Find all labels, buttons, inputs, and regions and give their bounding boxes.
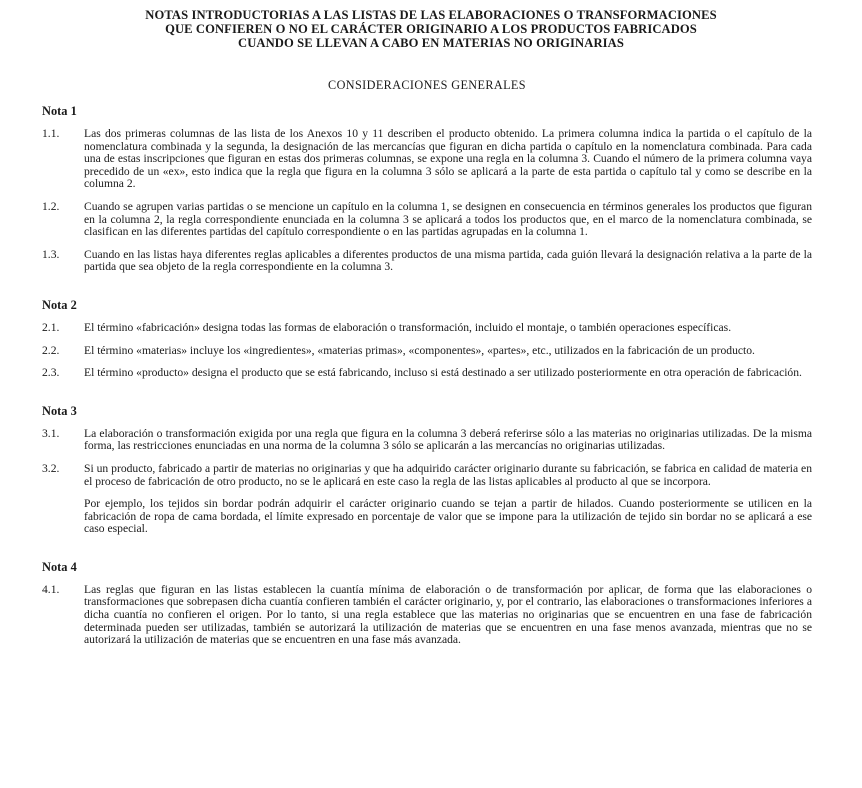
document-title xyxy=(50,8,812,50)
note-item xyxy=(42,428,812,453)
item-number: 2.3. xyxy=(42,366,60,380)
note-item xyxy=(42,128,812,191)
note-heading: Nota 4 xyxy=(42,559,77,574)
title-line: CUANDO SE LLEVAN A CABO EN MATERIAS NO ORIGINARIAS xyxy=(238,36,624,50)
section-title: CONSIDERACIONES GENERALES xyxy=(328,78,526,92)
item-text: Las reglas que figuran en las listas establecen la cuantía mínima de elaboración o de transformación por aplicar, de forma que las elaboraciones o transformaciones que sobrepasen dicha cuantía confieren también el carácter originario, y, por el contrario, las elaboraciones o transformaciones inferiores a dicha cuantía no confieren el origen. Por lo tanto, si una regla establece que las materias no originarias que se encuentren en una fase de fabricación determinada pueden ser utilizadas, también se autorizará la utilización de materias que se encuentren en una fase menos avanzada, mientras que no se autorizará la utilización de materias que se encuentren en una fase más avanzada. xyxy=(84,582,812,647)
item-text: Cuando en las listas haya diferentes reglas aplicables a diferentes productos de una misma partida, cada guión llevará la designación relativa a la parte de la partida que sea objeto de la regla correspondiente en la columna 3. xyxy=(84,247,812,274)
item-number: 1.1. xyxy=(42,127,60,140)
item-text: Las dos primeras columnas de las lista de los Anexos 10 y 11 describen el producto obtenido. La primera columna indica la partida o el capítulo de la nomenclatura combinada y la segunda, la designación de las mercancías que figuran en dicha partida o capítulo en la nomenclatura combinada. Para cada una de estas inscripciones que figuran en estas dos primeras columnas, se expone una regla en la columna 3. Cuando el número de la primera columna vaya precedido de un «ex», esto indica que la regla que figura en la columna 3 sólo se aplicará a la parte de esta partida o capítulo tal y como se describe en la columna 2. xyxy=(84,127,812,191)
item-text: Si un producto, fabricado a partir de materias no originarias y que ha adquirido carácter originario durante su fabricación, se fabrica en calidad de materia en el proceso de fabricación de otro producto, no se le aplicará en este caso la regla de las listas aplicables al producto al que se incorpora. xyxy=(84,461,812,488)
item-number: 2.1. xyxy=(42,320,60,334)
item-number: 2.2. xyxy=(42,343,60,357)
note-item xyxy=(42,322,812,335)
title-line: NOTAS INTRODUCTORIAS A LAS LISTAS DE LAS ELABORACIONES O TRANSFORMACIONES xyxy=(145,8,717,22)
note-heading: Nota 2 xyxy=(42,297,77,312)
item-text: El término «materias» incluye los «ingredientes», «materias primas», «componentes», «partes», etc., utilizados en la fabricación de un producto. xyxy=(84,343,755,357)
item-text: El término «fabricación» designa todas las formas de elaboración o transformación, incluido el montaje, o también operaciones específicas. xyxy=(84,320,732,334)
item-text: El término «producto» designa el producto que se está fabricando, incluso si está destinado a ser utilizado posteriormente en otra operación de fabricación. xyxy=(84,366,802,380)
note-item xyxy=(42,463,812,488)
note-item xyxy=(42,367,812,380)
item-number: 4.1. xyxy=(42,582,60,596)
note-heading: Nota 1 xyxy=(42,104,77,118)
note-item xyxy=(42,201,812,239)
item-number: 3.2. xyxy=(42,461,60,475)
note-item xyxy=(42,249,812,274)
item-number: 1.3. xyxy=(42,247,60,261)
item-text: La elaboración o transformación exigida por una regla que figura en la columna 3 deberá referirse sólo a las materias no originarias utilizadas. De la misma forma, las restricciones enunciadas en una norma de la columna 3 sólo se aplicarán a las mercancías no originarias utilizadas. xyxy=(84,426,812,453)
item-number: 1.2. xyxy=(42,199,60,213)
note-item xyxy=(42,584,812,647)
note-item xyxy=(42,345,812,358)
item-number: 3.1. xyxy=(42,426,60,440)
item-text: Cuando se agrupen varias partidas o se mencione un capítulo en la columna 1, se designen en consecuencia en términos generales los productos que figuran en la columna 2, la regla correspondiente enunciada en la columna 3 se aplicará a todos los productos que, en el marco de la nomenclatura combinada, se clasifican en las diferentes partidas del capítulo correspondiente o en las partidas agrupadas en la columna 1. xyxy=(84,199,812,239)
title-line: QUE CONFIEREN O NO EL CARÁCTER ORIGINARIO A LOS PRODUCTOS FABRICADOS xyxy=(165,22,697,36)
note-heading: Nota 3 xyxy=(42,403,77,418)
example-paragraph: Por ejemplo, los tejidos sin bordar podrán adquirir el carácter originario cuando se tejan a partir de hilados. Cuando posteriormente se utilicen en la fabricación de ropa de cama bordada, el límite expresado en porcentaje de valor que se impone para la utilización de tejido sin bordar no se aplicará a ese caso especial. xyxy=(84,497,812,536)
